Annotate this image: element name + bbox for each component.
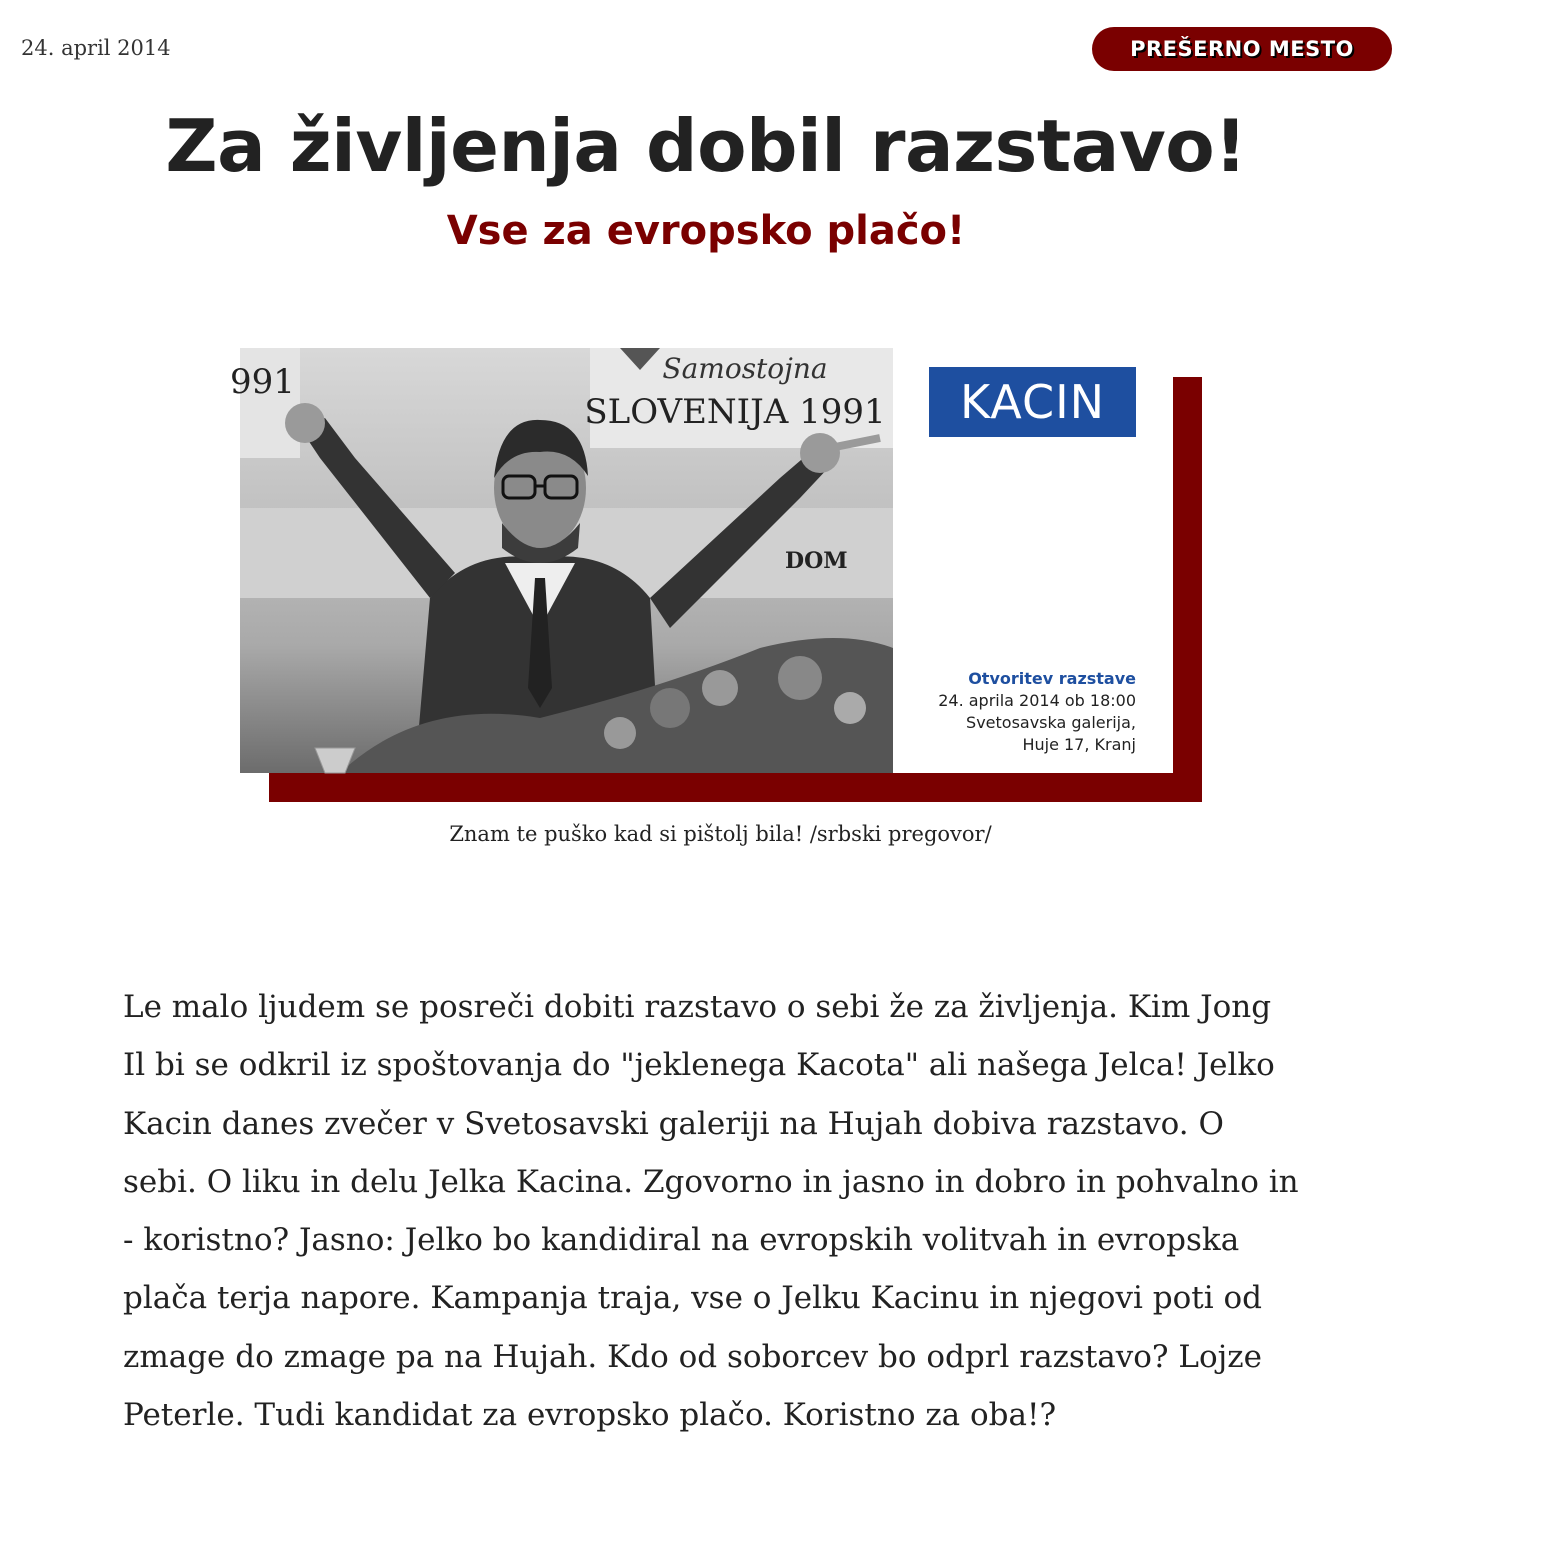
photo-sign-dom: DOM xyxy=(785,548,848,574)
poster-image[interactable] xyxy=(230,348,1173,773)
photo-sign-main: SLOVENIJA 1991 xyxy=(584,392,886,432)
event-venue: Svetosavska galerija, xyxy=(966,713,1136,732)
event-date: 24. aprila 2014 ob 18:00 xyxy=(938,691,1136,710)
article-body: Le malo ljudem se posreči dobiti razstavo o sebi že za življenja. Kim Jong Il bi se odkril iz spoštovanja do "jeklenega Kacota" ali našega Jelca! Jelko Kacin danes zvečer v Svetosavski galeriji na Hujah dobiva razstavo. O sebi. O liku in delu Jelka Kacina. Zgovorno in jasno in dobro in pohvalno in - koristno? Jasno: Jelko bo kandidiral na evropskih volitvah in evropska plača terja napore. Kampanja traja, vse o Jelku Kacinu in njegovi poti od zmage do zmage pa na Hujah. Kdo od soborcev bo odprl razstavo? Lojze Peterle. Tudi kandidat za evropsko plačo. Koristno za oba!? xyxy=(123,989,1299,1434)
post-date: 24. april 2014 xyxy=(21,36,171,60)
kacin-logo: KACIN xyxy=(929,367,1136,437)
event-title: Otvoritev razstave xyxy=(968,669,1136,688)
photo-sign-left: 991 xyxy=(230,362,295,402)
poster-event-info xyxy=(938,668,1136,756)
photo-illustration xyxy=(230,348,893,773)
image-caption: Znam te puško kad si pištolj bila! /srbski pregovor/ xyxy=(449,822,992,846)
page-subtitle: Vse za evropsko plačo! xyxy=(446,208,966,254)
photo-sign-top: Samostojna xyxy=(662,352,828,385)
event-address: Huje 17, Kranj xyxy=(1022,735,1136,754)
photo xyxy=(230,348,893,773)
page-title: Za življenja dobil razstavo! xyxy=(165,104,1247,188)
category-badge[interactable]: PREŠERNO MESTO xyxy=(1092,27,1392,71)
